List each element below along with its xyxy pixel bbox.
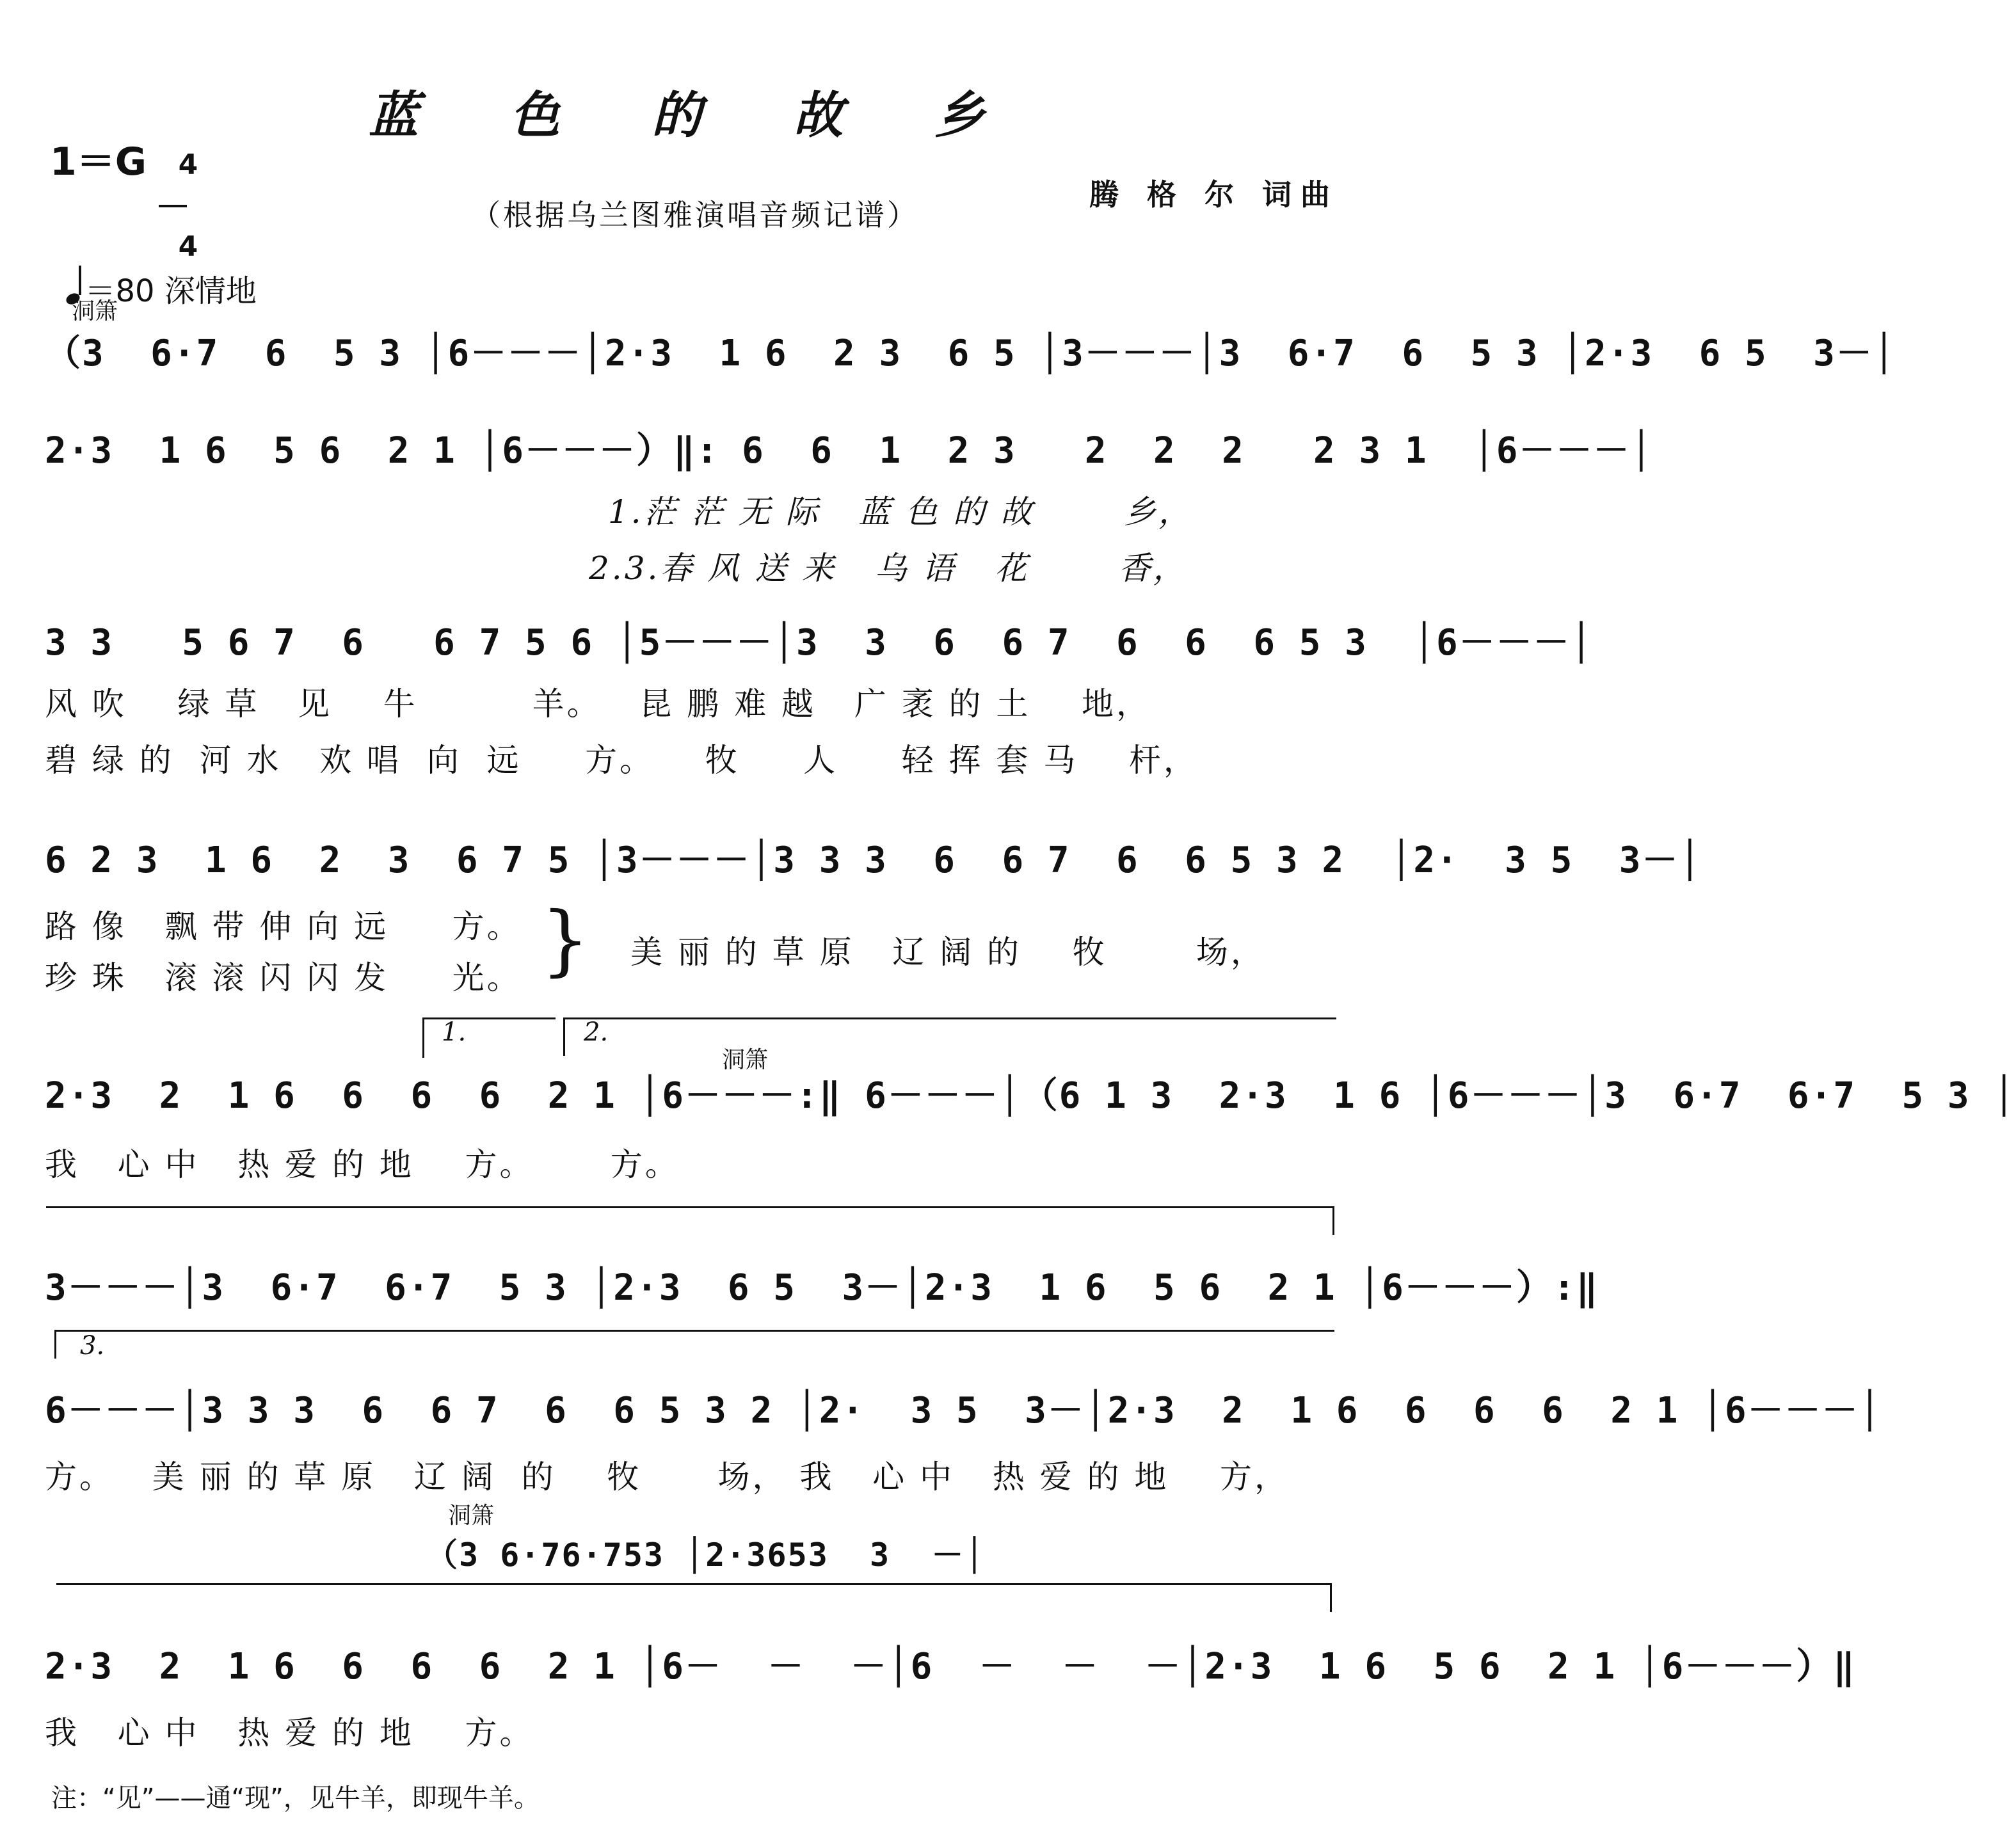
volta-label-3: 3. xyxy=(80,1331,105,1360)
volta-label-2: 2. xyxy=(584,1017,609,1047)
section-line-2 xyxy=(56,1583,1330,1585)
section-line xyxy=(46,1206,1332,1208)
lyric-row-3b: 碧 绿 的 河 水 欢 唱 向 远 方。 牧 人 轻 挥 套 马 杆， xyxy=(45,742,1198,779)
score-row-1: （3 6·7 6 5 3 │6－－－│2·3 1 6 2 3 6 5 │3－－－│3 6·7 6 5 3 │2·3 6 5 3－│ xyxy=(45,333,1896,374)
volta-bracket-2 xyxy=(563,1017,1336,1019)
lyric-verse-1: 1.茫 茫 无 际 蓝 色 的 故 乡， xyxy=(608,493,1194,531)
brace-icon: } xyxy=(541,896,590,985)
instrument-label-2: 洞箫 xyxy=(722,1047,769,1073)
volta-label-1: 1. xyxy=(442,1017,467,1047)
score-row-5: 2·3 2 1 6 6 6 6 2 1 │6－－－:‖ 6－－－│（6 1 3 2·3 1 6 │6－－－│3 6·7 6·7 5 3 │ xyxy=(45,1075,2016,1117)
score-row-4: 6 2 3 1 6 2 3 6 7 5 │3－－－│3 3 3 6 6 7 6 6 5 3 2 │2· 3 5 3－│ xyxy=(45,840,1702,881)
lyric-row-9: 我 心 中 热 爱 的 地 方。 xyxy=(45,1714,534,1751)
score-row-2: 2·3 1 6 5 6 2 1 │6－－－）‖: 6 6 1 2 3 2 2 2 2 3 1 │6－－－│ xyxy=(45,430,1654,472)
instrument-label: 洞箫 xyxy=(72,298,118,324)
instrument-label-3: 洞箫 xyxy=(448,1503,495,1529)
volta-bracket-3 xyxy=(54,1330,56,1359)
lyric-row-4c: 美 丽 的 草 原 辽 阔 的 牧 场， xyxy=(630,934,1265,971)
score-row-6: 3－－－│3 6·7 6·7 5 3 │2·3 6 5 3－│2·3 1 6 5 6 2 1 │6－－－）:‖ xyxy=(45,1267,1599,1309)
tempo-marking: ＝80 深情地 xyxy=(46,230,257,310)
lyric-row-3a: 风 吹 绿 草 见 牛 羊。 昆 鹏 难 越 广 袤 的 土 地， xyxy=(45,685,1151,722)
footnote: 注：“见”——通“现”，见牛羊，即现牛羊。 xyxy=(51,1783,540,1813)
lyric-verse-2: 2.3.春 风 送 来 乌 语 花 香， xyxy=(589,550,1188,587)
score-row-3: 3 3 5 6 7 6 6 7 5 6 │5－－－│3 3 6 6 7 6 6 6 5 3 │6－－－│ xyxy=(45,622,1594,664)
lyric-row-4b: 珍 珠 滚 滚 闪 闪 发 光。 xyxy=(45,959,522,996)
volta-bracket-3-line xyxy=(54,1330,1334,1332)
score-row-9: 2·3 2 1 6 6 6 6 2 1 │6－ － －│6 － － －│2·3 1 6 5 6 2 1 │6－－－）‖ xyxy=(45,1646,1857,1687)
score-row-7: 6－－－│3 3 3 6 6 7 6 6 5 3 2 │2· 3 5 3－│2·3 2 1 6 6 6 6 2 1 │6－－－│ xyxy=(45,1390,1882,1432)
key-signature: 1＝G xyxy=(50,140,147,184)
lyric-row-4a: 路 像 飘 带 伸 向 远 方。 xyxy=(45,908,522,945)
lyric-row-7: 方。 美 丽 的 草 原 辽 阔 的 牧 场， 我 心 中 热 爱 的 地 方， xyxy=(45,1458,1289,1496)
subtitle: （根据乌兰图雅演唱音频记谱） xyxy=(471,198,919,232)
time-denominator: 4 xyxy=(178,230,198,263)
lyric-row-5: 我 心 中 热 爱 的 地 方。 方。 xyxy=(45,1146,680,1183)
page-title: 蓝 色 的 故 乡 xyxy=(368,86,1022,145)
composer: 腾 格 尔 词曲 xyxy=(1089,177,1339,212)
time-numerator: 4 xyxy=(178,148,198,181)
score-row-8: （3 6·76·753 │2·3653 3 －│ xyxy=(426,1536,986,1574)
